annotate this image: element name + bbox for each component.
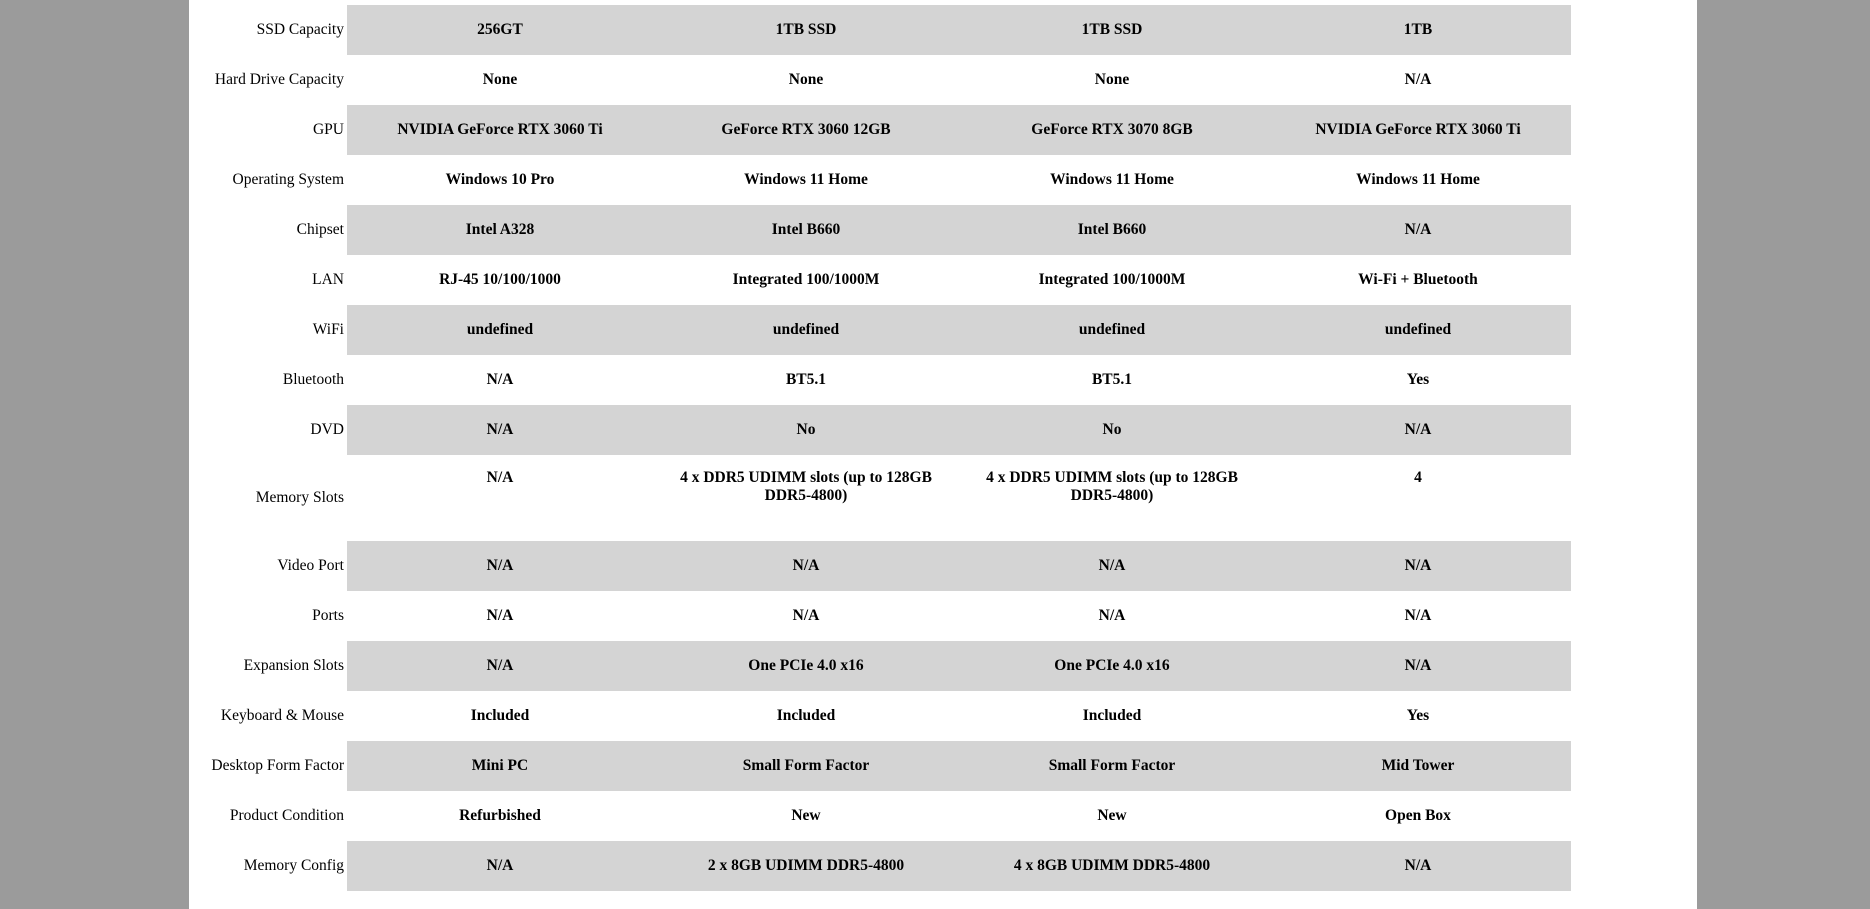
spec-cell-product-1: Windows 10 Pro bbox=[347, 155, 653, 205]
spec-cell-product-4: N/A bbox=[1265, 641, 1571, 691]
spec-cell-product-2: N/A bbox=[653, 541, 959, 591]
spec-cell-product-2: 2 x 8GB UDIMM DDR5-4800 bbox=[653, 841, 959, 891]
page-content bbox=[189, 0, 1697, 909]
spec-cell-product-4: Mid Tower bbox=[1265, 741, 1571, 791]
table-row bbox=[197, 455, 1571, 541]
row-label: Chipset bbox=[197, 205, 347, 255]
row-label: Desktop Form Factor bbox=[197, 741, 347, 791]
row-label: LAN bbox=[197, 255, 347, 305]
row-label: Bluetooth bbox=[197, 355, 347, 405]
spec-cell-product-1: NVIDIA GeForce RTX 3060 Ti bbox=[347, 105, 653, 155]
table-row bbox=[197, 255, 1571, 305]
spec-cell-product-3: No bbox=[959, 405, 1265, 455]
spec-cell-product-1: N/A bbox=[347, 355, 653, 405]
spec-cell-product-2: Integrated 100/1000M bbox=[653, 255, 959, 305]
table-row bbox=[197, 205, 1571, 255]
spec-cell-product-4: N/A bbox=[1265, 405, 1571, 455]
spec-cell-product-3: New bbox=[959, 791, 1265, 841]
spec-cell-product-4: N/A bbox=[1265, 591, 1571, 641]
table-row bbox=[197, 591, 1571, 641]
spec-cell-product-3: Included bbox=[959, 691, 1265, 741]
spec-cell-product-2: Intel B660 bbox=[653, 205, 959, 255]
row-label: Operating System bbox=[197, 155, 347, 205]
row-label: Expansion Slots bbox=[197, 641, 347, 691]
spec-cell-product-4: 1TB bbox=[1265, 5, 1571, 55]
spec-cell-product-3: Windows 11 Home bbox=[959, 155, 1265, 205]
spec-cell-product-2: Included bbox=[653, 691, 959, 741]
spec-cell-product-1: N/A bbox=[347, 405, 653, 455]
spec-cell-product-4: N/A bbox=[1265, 55, 1571, 105]
row-label: WiFi bbox=[197, 305, 347, 355]
row-label: Memory Config bbox=[197, 841, 347, 891]
row-label: SSD Capacity bbox=[197, 5, 347, 55]
table-row bbox=[197, 641, 1571, 691]
table-row bbox=[197, 355, 1571, 405]
spec-cell-product-4: undefined bbox=[1265, 305, 1571, 355]
spec-cell-product-1: Included bbox=[347, 691, 653, 741]
spec-cell-product-4: N/A bbox=[1265, 541, 1571, 591]
spec-cell-product-3: None bbox=[959, 55, 1265, 105]
table-row bbox=[197, 405, 1571, 455]
spec-cell-product-3: 4 x 8GB UDIMM DDR5-4800 bbox=[959, 841, 1265, 891]
spec-cell-product-1: N/A bbox=[347, 841, 653, 891]
row-label: DVD bbox=[197, 405, 347, 455]
spec-cell-product-4: N/A bbox=[1265, 841, 1571, 891]
spec-cell-product-1: Intel A328 bbox=[347, 205, 653, 255]
table-row bbox=[197, 741, 1571, 791]
spec-cell-product-2: N/A bbox=[653, 591, 959, 641]
table-row bbox=[197, 55, 1571, 105]
spec-cell-product-4: Wi-Fi + Bluetooth bbox=[1265, 255, 1571, 305]
table-row bbox=[197, 305, 1571, 355]
spec-cell-product-1: RJ-45 10/100/1000 bbox=[347, 255, 653, 305]
spec-cell-product-2: 4 x DDR5 UDIMM slots (up to 128GB DDR5-4800) bbox=[653, 455, 959, 541]
spec-cell-product-3: One PCIe 4.0 x16 bbox=[959, 641, 1265, 691]
table-row bbox=[197, 541, 1571, 591]
spec-cell-product-2: Windows 11 Home bbox=[653, 155, 959, 205]
spec-cell-product-4: Yes bbox=[1265, 355, 1571, 405]
spec-cell-product-4: N/A bbox=[1265, 205, 1571, 255]
spec-cell-product-4: Windows 11 Home bbox=[1265, 155, 1571, 205]
spec-cell-product-2: 1TB SSD bbox=[653, 5, 959, 55]
table-row bbox=[197, 105, 1571, 155]
spec-cell-product-1: Mini PC bbox=[347, 741, 653, 791]
row-label: Product Condition bbox=[197, 791, 347, 841]
table-row bbox=[197, 841, 1571, 891]
spec-cell-product-1: N/A bbox=[347, 455, 653, 541]
spec-cell-product-2: BT5.1 bbox=[653, 355, 959, 405]
spec-cell-product-2: One PCIe 4.0 x16 bbox=[653, 641, 959, 691]
spec-cell-product-1: N/A bbox=[347, 541, 653, 591]
row-label: Video Port bbox=[197, 541, 347, 591]
row-label: Memory Slots bbox=[197, 455, 347, 541]
spec-cell-product-2: None bbox=[653, 55, 959, 105]
spec-cell-product-2: No bbox=[653, 405, 959, 455]
spec-cell-product-1: undefined bbox=[347, 305, 653, 355]
spec-cell-product-1: 256GT bbox=[347, 5, 653, 55]
spec-cell-product-3: 4 x DDR5 UDIMM slots (up to 128GB DDR5-4800) bbox=[959, 455, 1265, 541]
table-row bbox=[197, 791, 1571, 841]
spec-cell-product-3: Integrated 100/1000M bbox=[959, 255, 1265, 305]
spec-cell-product-4: Open Box bbox=[1265, 791, 1571, 841]
spec-cell-product-1: None bbox=[347, 55, 653, 105]
spec-cell-product-1: Refurbished bbox=[347, 791, 653, 841]
row-label: Keyboard & Mouse bbox=[197, 691, 347, 741]
spec-cell-product-4: 4 bbox=[1265, 455, 1571, 541]
spec-cell-product-3: Small Form Factor bbox=[959, 741, 1265, 791]
spec-cell-product-3: N/A bbox=[959, 591, 1265, 641]
spec-cell-product-2: GeForce RTX 3060 12GB bbox=[653, 105, 959, 155]
spec-comparison-table bbox=[197, 5, 1571, 891]
spec-cell-product-2: Small Form Factor bbox=[653, 741, 959, 791]
spec-cell-product-3: N/A bbox=[959, 541, 1265, 591]
spec-cell-product-1: N/A bbox=[347, 641, 653, 691]
spec-cell-product-3: 1TB SSD bbox=[959, 5, 1265, 55]
spec-cell-product-1: N/A bbox=[347, 591, 653, 641]
table-row bbox=[197, 5, 1571, 55]
spec-cell-product-2: New bbox=[653, 791, 959, 841]
table-row bbox=[197, 155, 1571, 205]
row-label: Ports bbox=[197, 591, 347, 641]
spec-cell-product-3: Intel B660 bbox=[959, 205, 1265, 255]
spec-cell-product-4: NVIDIA GeForce RTX 3060 Ti bbox=[1265, 105, 1571, 155]
row-label: Hard Drive Capacity bbox=[197, 55, 347, 105]
spec-cell-product-4: Yes bbox=[1265, 691, 1571, 741]
spec-cell-product-3: undefined bbox=[959, 305, 1265, 355]
spec-cell-product-3: BT5.1 bbox=[959, 355, 1265, 405]
table-row bbox=[197, 691, 1571, 741]
spec-cell-product-2: undefined bbox=[653, 305, 959, 355]
spec-cell-product-3: GeForce RTX 3070 8GB bbox=[959, 105, 1265, 155]
row-label: GPU bbox=[197, 105, 347, 155]
